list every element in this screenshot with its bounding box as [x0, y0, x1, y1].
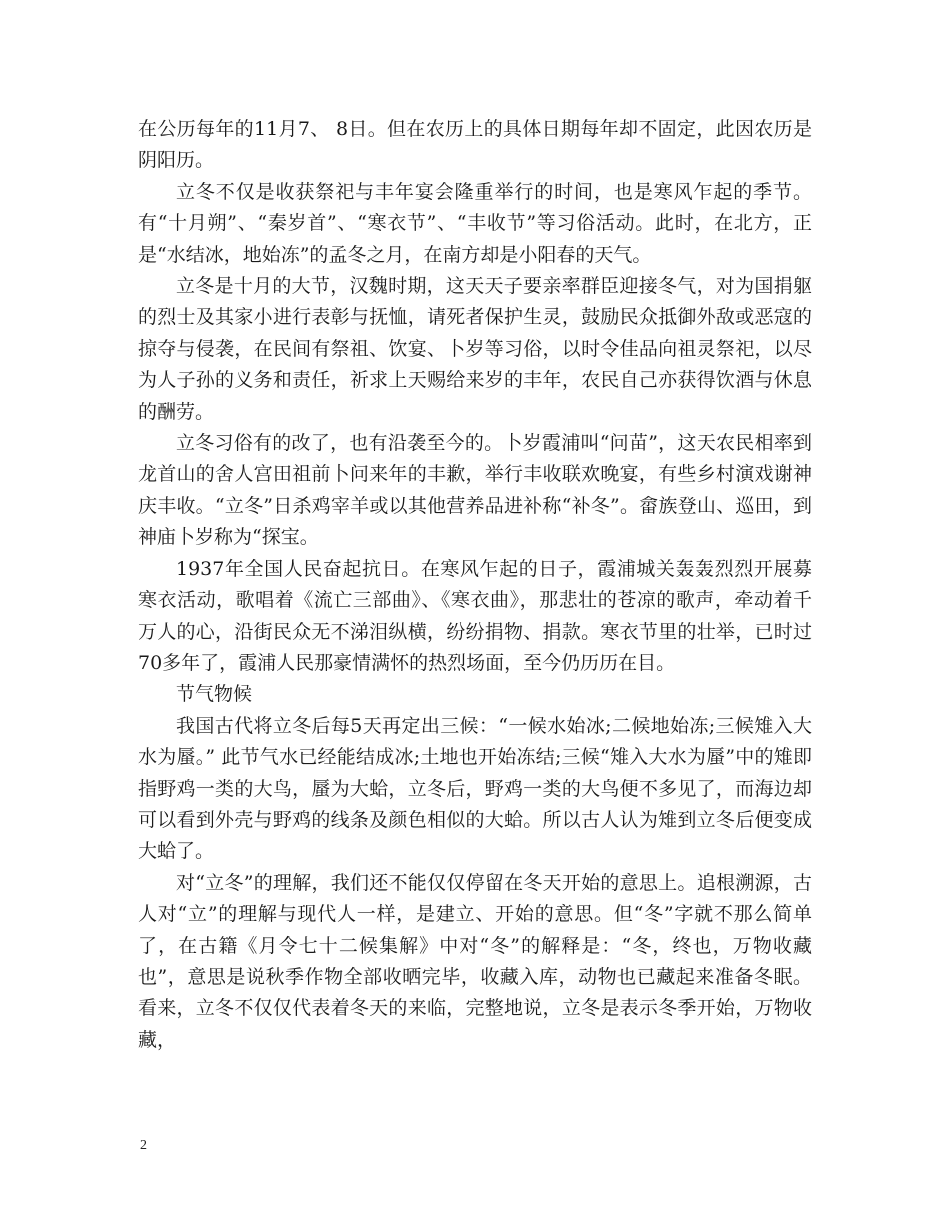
page-number: 2	[140, 1138, 147, 1153]
paragraph-5: 1937年全国人民奋起抗日。在寒风乍起的日子，霞浦城关轰轰烈烈开展募寒衣活动，歌唱着《流亡三部曲》、《寒衣曲》，那悲壮的苍凉的歌声，牵动着千万人的心，沿街民众无不涕泪纵横，纷纷捐物、捐款。寒衣节里的壮举，已时过70多年了，霞浦人民那豪情满怀的热烈场面，至今仍历历在目。	[138, 557, 812, 674]
section-heading: 节气物候	[176, 683, 253, 706]
paragraph-2: 立冬不仅是收获祭祀与丰年宴会隆重举行的时间，也是寒风乍起的季节。有“十月朔”、“秦岁首”、“寒衣节”、“丰收节”等习俗活动。此时，在北方，正是“水结冰，地始冻”的孟冬之月，在南方却是小阳春的天气。	[138, 180, 812, 266]
document-body	[138, 114, 812, 1056]
paragraph-1: 在公历每年的11月7、 8日。但在农历上的具体日期每年却不固定，此因农历是阴阳历。	[138, 118, 812, 172]
paragraph-3: 立冬是十月的大节，汉魏时期，这天天子要亲率群臣迎接冬气，对为国捐躯的烈士及其家小进行表彰与抚恤，请死者保护生灵，鼓励民众抵御外敌或恶寇的掠夺与侵袭，在民间有祭祖、饮宴、卜岁等习俗，以时令佳品向祖灵祭祀，以尽为人子孙的义务和责任，祈求上天赐给来岁的丰年，农民自己亦获得饮酒与休息的酬劳。	[138, 275, 812, 423]
paragraph-8: 对“立冬”的理解，我们还不能仅仅停留在冬天开始的意思上。追根溯源，古人对“立”的理解与现代人一样，是建立、开始的意思。但“冬”字就不那么简单了，在古籍《月令七十二候集解》中对“冬”的解释是：“冬，终也，万物收藏也”，意思是说秋季作物全部收晒完毕，收藏入库，动物也已藏起来准备冬眠。看来，立冬不仅仅代表着冬天的来临，完整地说，立冬是表示冬季开始，万物收藏，	[138, 871, 812, 1051]
paragraph-4: 立冬习俗有的改了，也有沿袭至今的。卜岁霞浦叫“问苗”，这天农民相率到龙首山的舍人宫田祖前卜问来年的丰歉，举行丰收联欢晚宴，有些乡村演戏谢神庆丰收。“立冬”日杀鸡宰羊或以其他营养品进补称“补冬”。畲族登山、巡田，到神庙卜岁称为“探宝。	[138, 432, 812, 549]
paragraph-7: 我国古代将立冬后每5天再定出三候：“一候水始冰;二候地始冻;三候雉入大水为蜃。” 此节气水已经能结成冰;土地也开始冻结;三候“雉入大水为蜃”中的雉即指野鸡一类的大鸟，蜃为大蛤，立冬后，野鸡一类的大鸟便不多见了，而海边却可以看到外壳与野鸡的线条及颜色相似的大蛤。所以古人认为雉到立冬后便变成大蛤了。	[138, 714, 812, 863]
